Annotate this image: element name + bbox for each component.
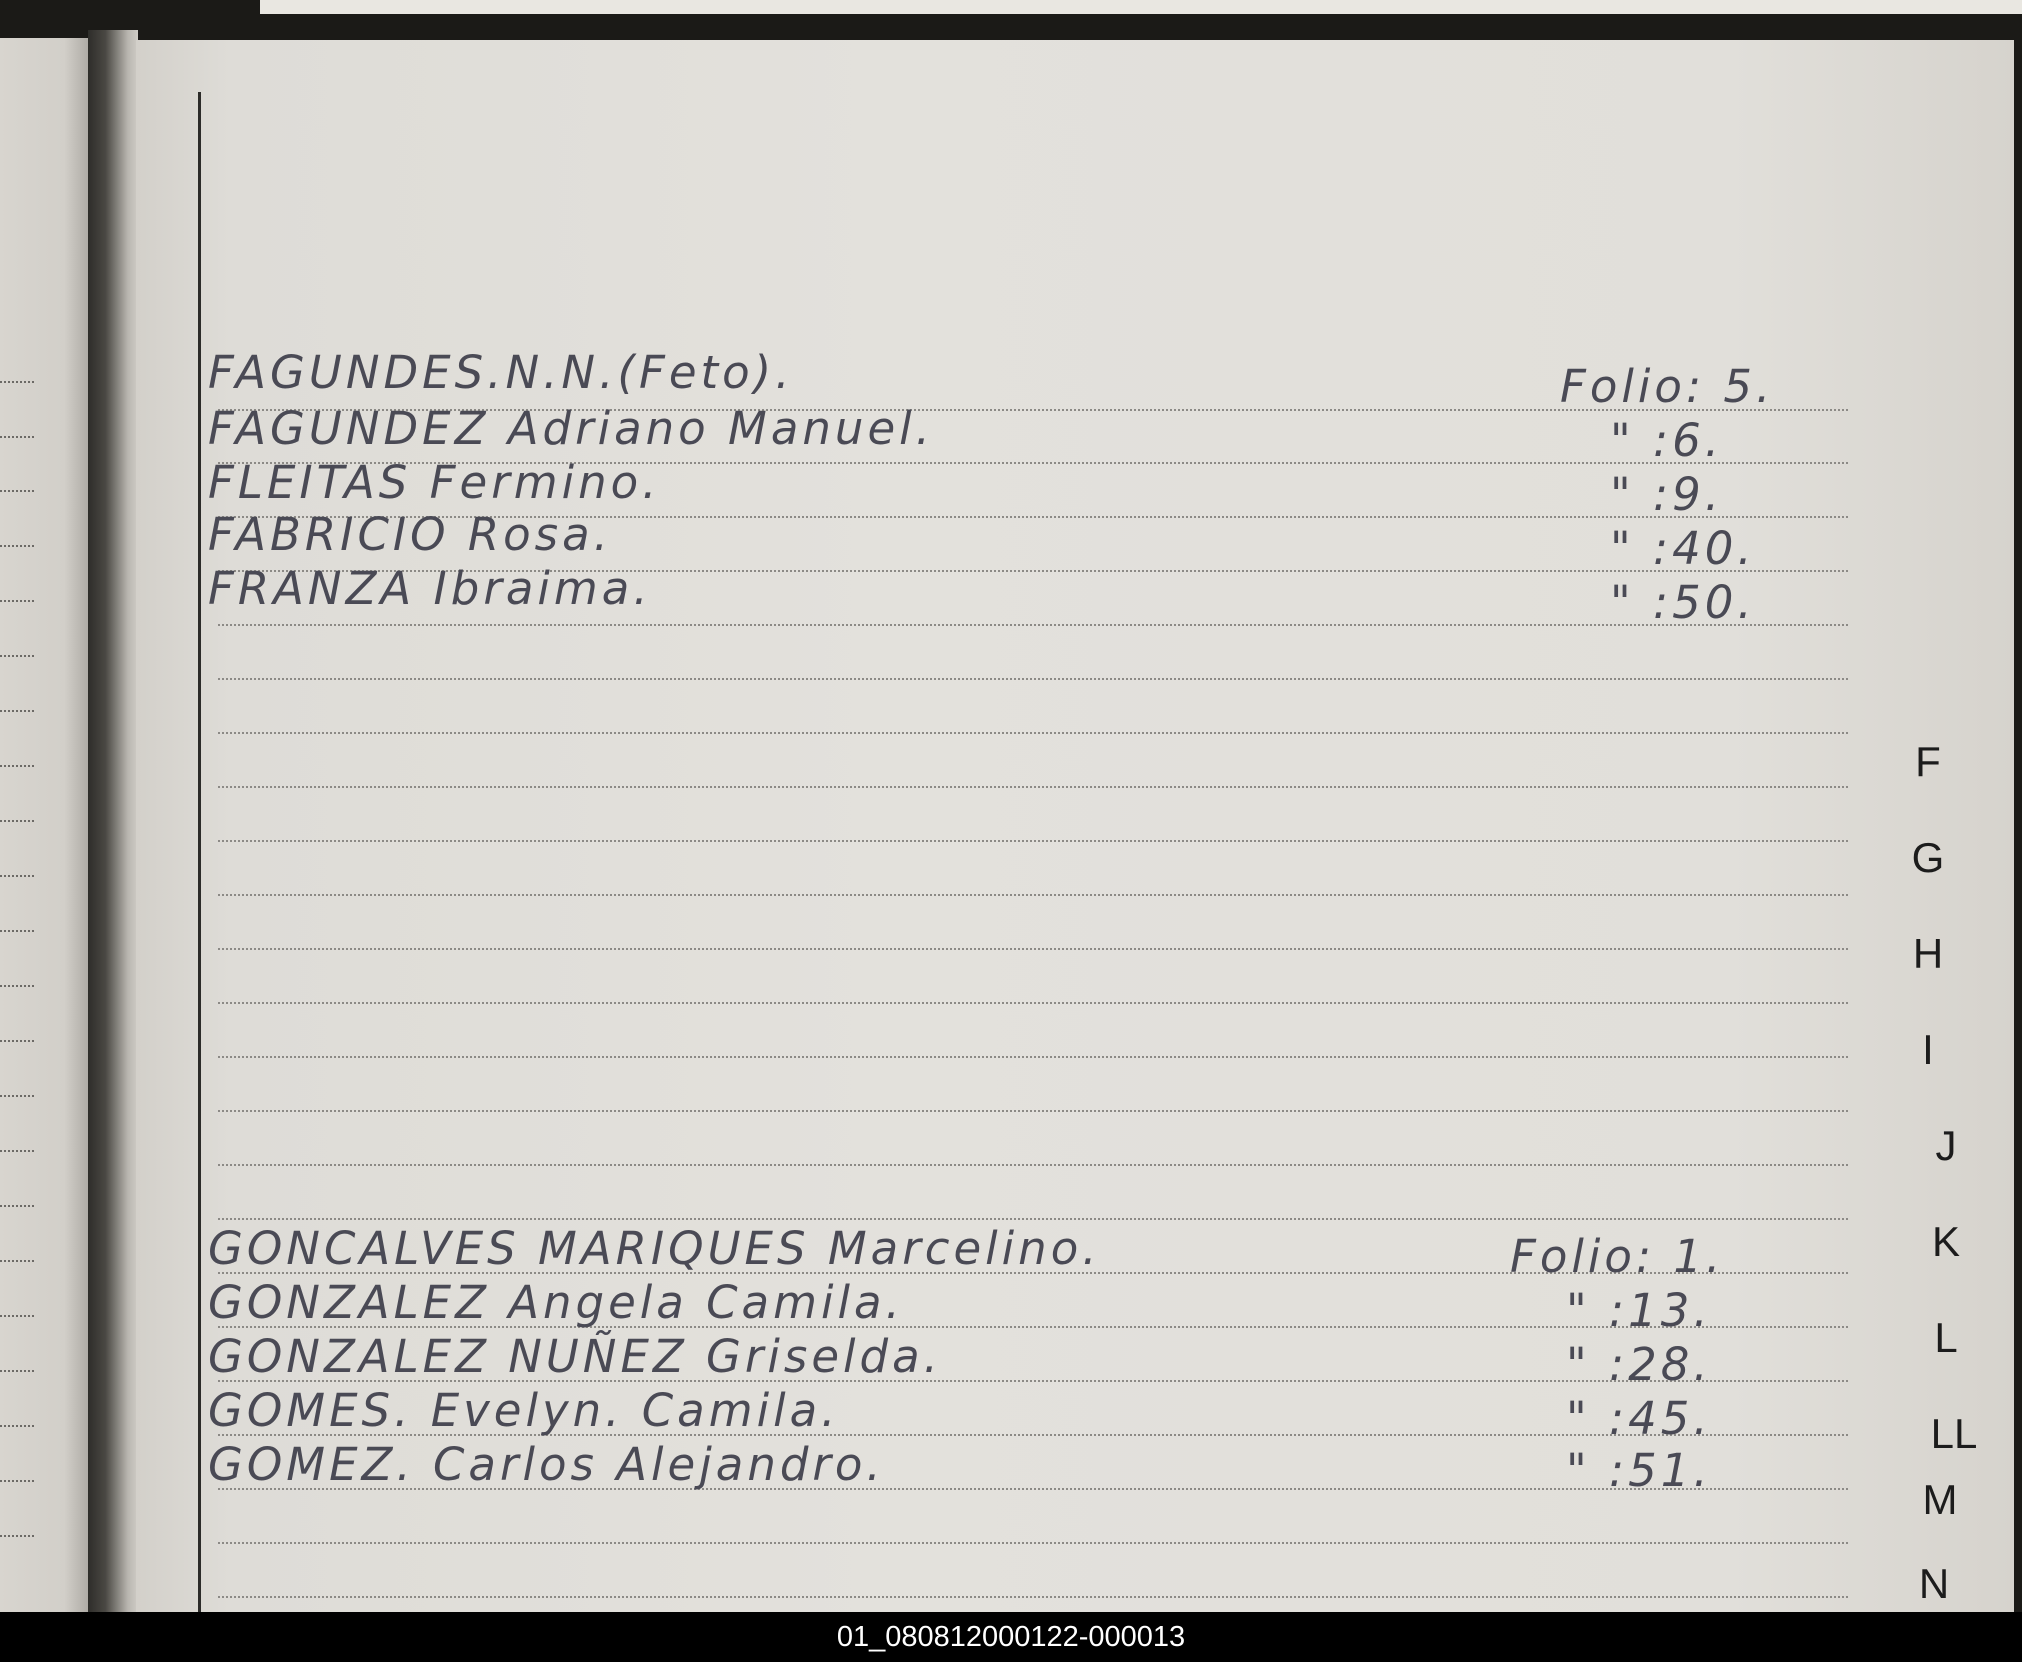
image-caption: 01_080812000122-000013: [0, 1612, 2022, 1662]
ruled-line: [218, 1164, 1848, 1166]
left-page-rule: [0, 655, 34, 657]
left-page-rule: [0, 985, 34, 987]
left-page-rule: [0, 1370, 34, 1372]
entry-folio: " :50.: [1610, 576, 1756, 629]
left-page-rule: [0, 1535, 34, 1537]
left-page-rule: [0, 1150, 34, 1152]
entry-name: FABRICIO Rosa.: [208, 508, 612, 561]
entry-name: FRANZA Ibraima.: [208, 562, 652, 615]
left-page-rule: [0, 490, 34, 492]
entry-name: GONZALEZ NUÑEZ Griselda.: [208, 1330, 942, 1383]
entry-folio: " :6.: [1610, 414, 1724, 467]
left-page-rule: [0, 545, 34, 547]
index-letter-i[interactable]: I: [1922, 1026, 1934, 1073]
index-letter-g[interactable]: G: [1911, 834, 1945, 881]
left-page-rule: [0, 710, 34, 712]
left-page-rule: [0, 1480, 34, 1482]
ruled-line: [218, 1542, 1848, 1544]
entry-folio: " :28.: [1566, 1338, 1712, 1391]
entry-name: FAGUNDEZ Adriano Manuel.: [208, 402, 934, 455]
margin-line: [198, 92, 201, 1612]
entry-name: FAGUNDES.N.N.(Feto).: [208, 346, 794, 399]
left-page-rule: [0, 1205, 34, 1207]
index-page: [136, 40, 2014, 1612]
ruled-line: [218, 678, 1848, 680]
ruled-line: [218, 786, 1848, 788]
left-page-rule: [0, 1040, 34, 1042]
index-letter-m[interactable]: M: [1922, 1476, 1958, 1523]
left-page: [0, 38, 92, 1612]
left-page-rule: [0, 930, 34, 932]
adjacent-sheet-edge: [260, 0, 2022, 14]
ruled-line: [218, 624, 1848, 626]
entry-folio: " :13.: [1566, 1284, 1712, 1337]
entry-folio: Folio: 5.: [1560, 360, 1775, 413]
entry-folio: " :45.: [1566, 1392, 1712, 1445]
left-page-rule: [0, 381, 34, 383]
left-page-rule: [0, 1425, 34, 1427]
left-page-rule: [0, 875, 34, 877]
ruled-line: [218, 948, 1848, 950]
ruled-line: [218, 1056, 1848, 1058]
left-page-rule: [0, 600, 34, 602]
left-page-rule: [0, 1260, 34, 1262]
left-page-rule: [0, 765, 34, 767]
entry-folio: " :51.: [1566, 1444, 1712, 1497]
ruled-line: [218, 1596, 1848, 1598]
index-letter-ll[interactable]: LL: [1930, 1410, 1978, 1457]
entry-name: GOMES. Evelyn. Camila.: [208, 1384, 840, 1437]
ruled-line: [218, 1218, 1848, 1220]
entry-folio: Folio: 1.: [1510, 1230, 1725, 1283]
index-letter-j[interactable]: J: [1935, 1122, 1957, 1169]
index-letter-k[interactable]: K: [1931, 1218, 1960, 1265]
ruled-line: [218, 1110, 1848, 1112]
left-page-rule: [0, 436, 34, 438]
entry-name: FLEITAS Fermino.: [208, 456, 661, 509]
entry-name: GONZALEZ Angela Camila.: [208, 1276, 904, 1329]
entry-folio: " :40.: [1610, 522, 1756, 575]
left-page-rule: [0, 1095, 34, 1097]
ruled-line: [218, 1002, 1848, 1004]
book-binding: [88, 30, 138, 1612]
ruled-line: [218, 840, 1848, 842]
entry-name: GOMEZ. Carlos Alejandro.: [208, 1438, 885, 1491]
entry-name: GONCALVES MARIQUES Marcelino.: [208, 1222, 1101, 1275]
left-page-rule: [0, 820, 34, 822]
index-letter-h[interactable]: H: [1912, 930, 1944, 977]
index-letter-l[interactable]: L: [1934, 1314, 1958, 1361]
left-page-rule: [0, 1315, 34, 1317]
index-letter-f[interactable]: F: [1915, 738, 1941, 785]
index-letter-n[interactable]: N: [1918, 1560, 1950, 1607]
entry-folio: " :9.: [1610, 468, 1724, 521]
ruled-line: [218, 894, 1848, 896]
ruled-line: [218, 732, 1848, 734]
